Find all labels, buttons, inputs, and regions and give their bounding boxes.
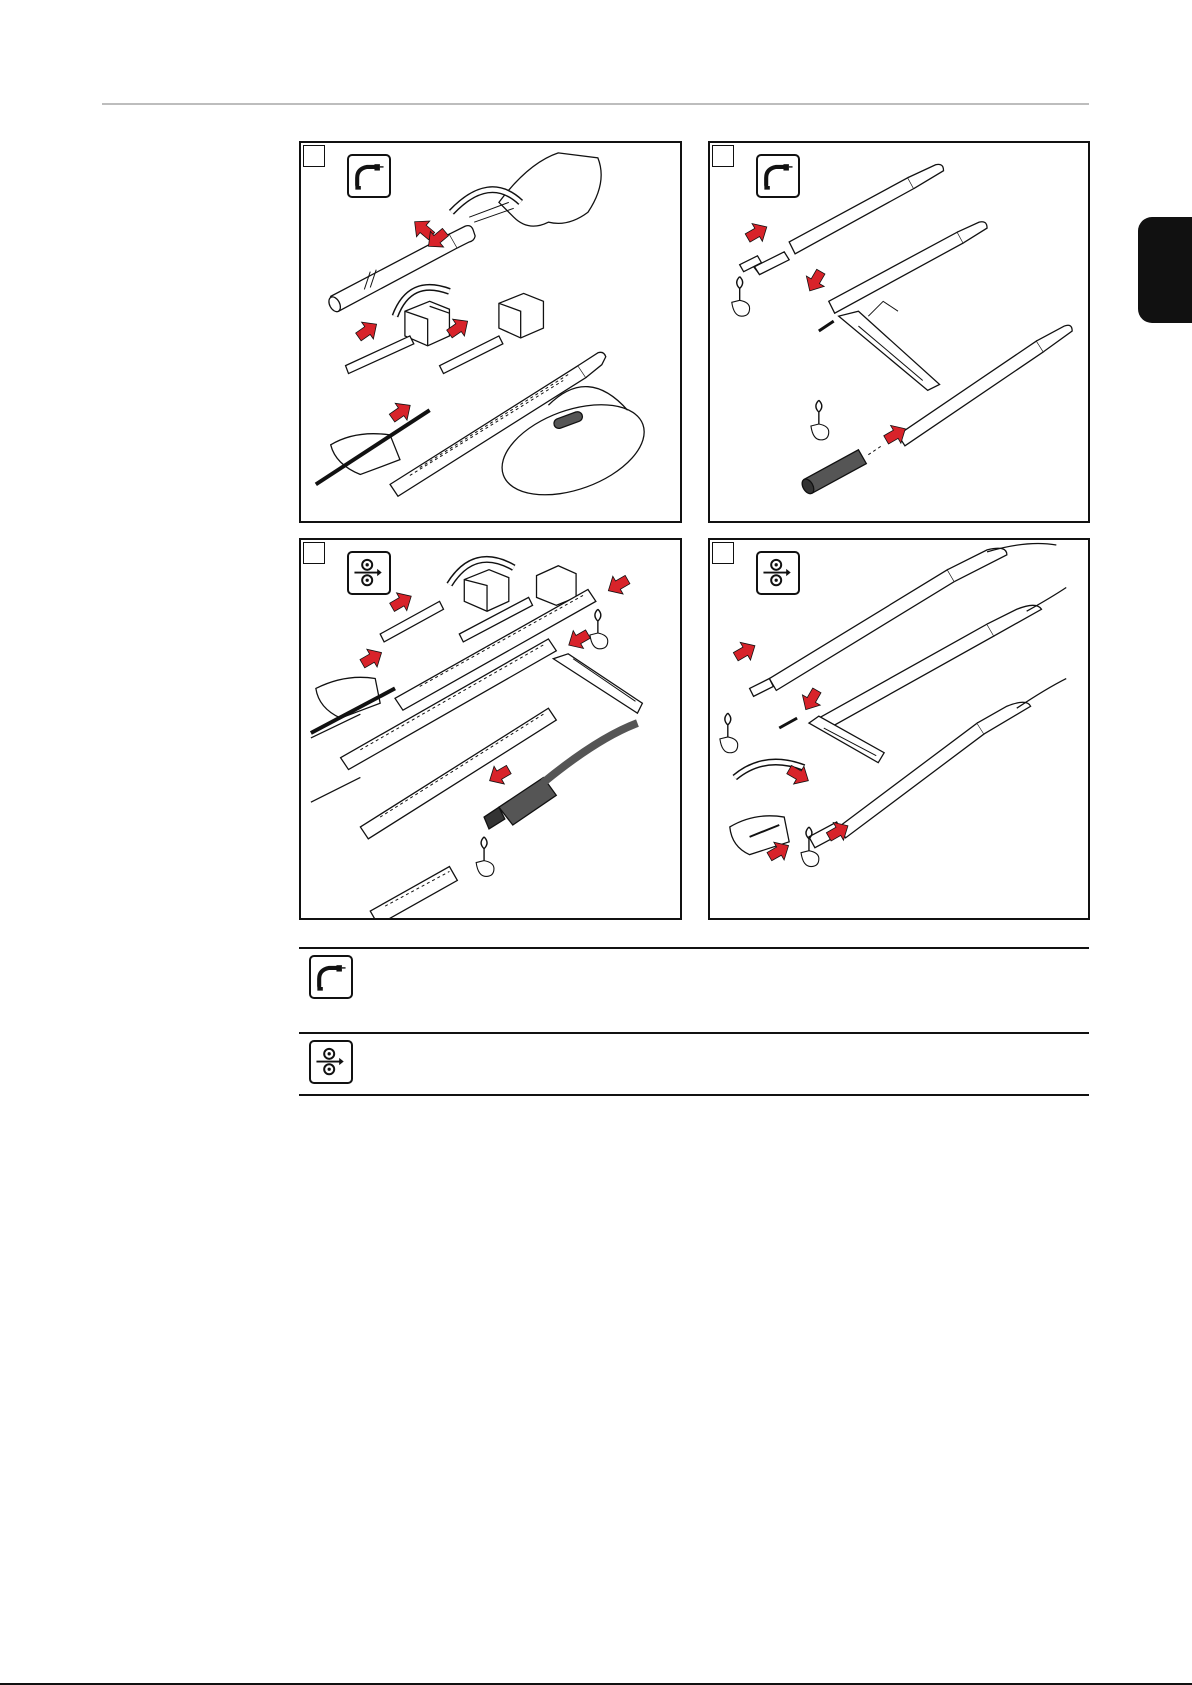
step-number-box [303, 145, 325, 167]
feeder-liner-illustration [301, 540, 680, 918]
torch-liner-illustration [301, 143, 680, 521]
torch-icon [347, 154, 391, 198]
step-panel-1 [299, 141, 682, 523]
step-number-box [712, 145, 734, 167]
step-panel-2 [708, 141, 1090, 523]
step-number-box [303, 542, 325, 564]
header-rule [102, 103, 1089, 105]
footer-rule [0, 1683, 1192, 1685]
step-panel-4 [708, 538, 1090, 920]
torch-icon [309, 955, 353, 999]
step-number-box [712, 542, 734, 564]
wire-feeder-icon [309, 1040, 353, 1084]
wire-feeder-icon [347, 551, 391, 595]
step-panel-3 [299, 538, 682, 920]
torch-icon [756, 154, 800, 198]
torch-assembly-illustration [710, 143, 1088, 521]
legend-rule-top [299, 947, 1089, 949]
legend-rule-middle [299, 1032, 1089, 1034]
legend-rule-bottom [299, 1094, 1089, 1096]
wire-feeder-icon [756, 551, 800, 595]
chapter-tab [1138, 217, 1192, 323]
feeder-assembly-illustration [710, 540, 1088, 918]
